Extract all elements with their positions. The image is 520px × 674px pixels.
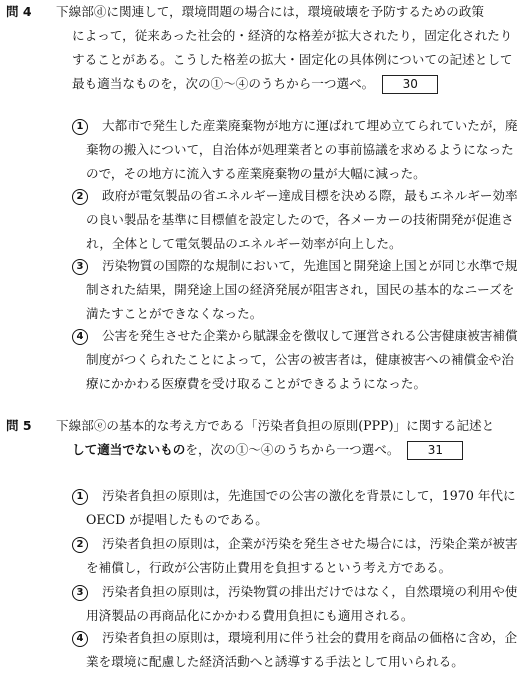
- q4-stem-line: することがある。こうした格差の拡大・固定化の具体例についての記述として: [72, 52, 513, 67]
- option-number-4: 4: [72, 631, 88, 647]
- option-number-2: 2: [72, 537, 88, 553]
- q5-stem-last-line: [56, 438, 508, 462]
- option-number-1: 1: [72, 489, 88, 505]
- option-text-line: 汚染物質の国際的な規制において，先進国と開発途上国とが同じ水準で規: [102, 258, 518, 273]
- question-5-stem: [56, 414, 508, 462]
- option-text-line: 汚染者負担の原則は，環境利用に伴う社会的費用を商品の価格に含め，企: [102, 630, 518, 645]
- q5-emphasis: して適当でないもの: [72, 442, 186, 457]
- option-text-line: 満たすことができなくなった。: [86, 306, 263, 321]
- option-text-line: OECD が提唱したものである。: [86, 512, 268, 527]
- q4-stem-line: 下線部ⓓに関連して，環境問題の場合には，環境破壊を予防するための政策: [56, 4, 484, 19]
- question-5-label: 問 5: [6, 418, 32, 433]
- option-number-3: 3: [72, 259, 88, 275]
- option-text-line: れ，全体として電気製品のエネルギー効率が向上した。: [86, 236, 402, 251]
- q4-option-4[interactable]: [76, 324, 518, 396]
- q5-option-4[interactable]: [76, 626, 518, 674]
- q5-option-1[interactable]: [76, 484, 516, 532]
- option-text-line: 制度がつくられたことによって，公害の被害者は，健康被害への補償金や治: [86, 352, 514, 367]
- option-text-line: 汚染者負担の原則は，企業が汚染を発生させた場合には，汚染企業が被害: [102, 536, 518, 551]
- option-text-line: 汚染者負担の原則は，先進国での公害の激化を背景にして，1970 年代に: [102, 488, 516, 503]
- q4-option-3[interactable]: [76, 254, 518, 326]
- option-text-line: 汚染者負担の原則は，汚染物質の排出だけではなく，自然環境の利用や使: [102, 584, 518, 599]
- q4-instruction: 最も適当なものを，次の①〜④のうちから一つ選べ。: [72, 76, 375, 91]
- option-text-line: 棄物の搬入について，自治体が処理業者との事前協議を求めるようになった: [86, 142, 514, 157]
- option-text-line: を補償し，行政が公害防止費用を負担するという考え方である。: [86, 560, 452, 575]
- q4-option-1[interactable]: [76, 114, 518, 186]
- option-number-2: 2: [72, 189, 88, 205]
- option-number-3: 3: [72, 585, 88, 601]
- option-number-1: 1: [72, 119, 88, 135]
- option-text-line: 制された結果，開発途上国の経済発展が阻害され，国民の基本的なニーズを: [86, 282, 515, 297]
- q4-stem-line: によって，従来あった社会的・経済的な格差が拡大されたり，固定化されたり: [72, 28, 513, 43]
- q5-option-2[interactable]: [76, 532, 518, 580]
- q4-stem-last-line: [56, 72, 508, 96]
- option-text-line: 政府が電気製品の省エネルギー達成目標を決める際，最もエネルギー効率: [102, 188, 518, 203]
- question-4-stem: [56, 0, 513, 96]
- answer-box-30[interactable]: 30: [382, 75, 438, 94]
- question-4-label: 問 4: [6, 4, 32, 19]
- q5-instruction: を，次の①〜④のうちから一つ選べ。: [185, 442, 400, 457]
- option-text-line: 療にかかわる医療費を受け取ることができるようになった。: [86, 376, 427, 391]
- option-text-line: の良い製品を基準に目標値を設定したので，各メーカーの技術開発が促進さ: [86, 212, 514, 227]
- q5-stem-line: 下線部ⓔの基本的な考え方である「汚染者負担の原則(PPP)」に関する記述と: [56, 418, 495, 433]
- answer-box-31[interactable]: 31: [407, 441, 463, 460]
- option-text-line: 公害を発生させた企業から賦課金を徴収して運営される公害健康被害補償: [102, 328, 518, 343]
- option-text-line: 用済製品の再商品化にかかわる費用負担にも適用される。: [86, 608, 414, 623]
- option-text-line: 業を環境に配慮した経済活動へと誘導する手法として用いられる。: [86, 654, 464, 669]
- option-number-4: 4: [72, 329, 88, 345]
- option-text-line: 大都市で発生した産業廃棄物が地方に運ばれて埋め立てられていたが，廃: [102, 118, 518, 133]
- q4-option-2[interactable]: [76, 184, 518, 256]
- option-text-line: ので，その地方に流入する産業廃棄物の量が大幅に減った。: [86, 166, 426, 181]
- q5-option-3[interactable]: [76, 580, 518, 628]
